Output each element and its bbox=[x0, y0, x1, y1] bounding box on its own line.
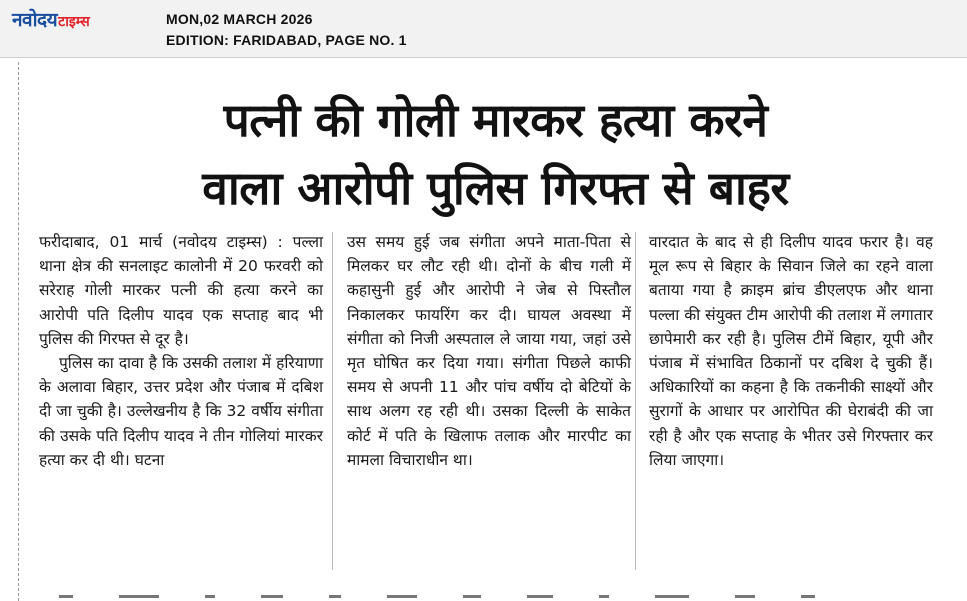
edition-page: EDITION: FARIDABAD, PAGE NO. 1 bbox=[166, 32, 407, 48]
article-column-2 bbox=[347, 230, 631, 472]
newspaper-logo[interactable] bbox=[12, 6, 90, 31]
headline-line-2: वाला आरोपी पुलिस गिरफ्त से बाहर bbox=[202, 161, 789, 215]
paragraph-3: उस समय हुई जब संगीता अपने माता-पिता से मिलकर घर लौट रही थी। दोनों के बीच गली में कहासुनी हुई और आरोपी ने जेब से पिस्तौल निकालकर फायरिंग कर दी। घायल अवस्था में संगीता को निजी अस्पताल ले जाया गया, जहां उसे मृत घोषित कर दिया गया। संगीता पिछले काफी समय से अपनी 11 और पांच वर्षीय दो बेटियों के साथ अलग रह रही थी। उसका दिल्ली के साकेत कोर्ट में पति के खिलाफ तलाक और मारपीट का मामला विचाराधीन था। bbox=[347, 233, 631, 469]
article-column-1 bbox=[39, 230, 323, 472]
paragraph-4: वारदात के बाद से ही दिलीप यादव फरार है। वह मूल रूप से बिहार के सिवान जिले का रहने वाला बताया गया है क्राइम ब्रांच डीएलएफ और थाना पल्ला की संयुक्त टीम आरोपी की तलाश में लगातार छापेमारी कर रही है। पुलिस टीमें बिहार, यूपी और पंजाब में संभावित ठिकानों पर दबिश दे चुकी हैं। अधिकारियों का कहना है कि तकनीकी साक्ष्यों और सुरागों के आधार पर आरोपित की घेराबंदी की जा रही है और एक सप्ताह के भीतर उसे गिरफ्तार कर लिया जाएगा। bbox=[649, 233, 933, 469]
paragraph-2: पुलिस का दावा है कि उसकी तलाश में हरियाणा के अलावा बिहार, उत्तर प्रदेश और पंजाब में दबिश दी जा चुकी है। उल्लेखनीय है कि 32 वर्षीय संगीता की उसके पति दिलीप यादव ने तीन गोलियां मारकर हत्या कर दी थी। घटना bbox=[39, 354, 323, 469]
edition-info bbox=[166, 9, 407, 51]
article-headline bbox=[27, 86, 964, 222]
column-divider bbox=[332, 232, 333, 570]
paragraph-1: फरीदाबाद, 01 मार्च (नवोदय टाइम्स) : पल्ला थाना क्षेत्र की सनलाइट कालोनी में 20 फरवरी को सरेराह गोली मारकर पत्नी की हत्या करने का आरोपी पति दिलीप यादव एक सप्ताह बाद भी पुलिस की गिरफ्त से दूर है। bbox=[39, 233, 323, 348]
headline-line-1: पत्नी की गोली मारकर हत्या करने bbox=[223, 93, 768, 147]
article-column-3 bbox=[649, 230, 933, 472]
newspaper-header-bar bbox=[0, 0, 967, 58]
article-clipping bbox=[18, 62, 967, 601]
next-article-text-fragment bbox=[59, 592, 949, 601]
issue-date: MON,02 MARCH 2026 bbox=[166, 11, 313, 27]
column-divider bbox=[635, 232, 636, 570]
logo-main-text: नवोदय bbox=[12, 9, 58, 31]
logo-sub-text: टाइम्स bbox=[58, 14, 90, 30]
